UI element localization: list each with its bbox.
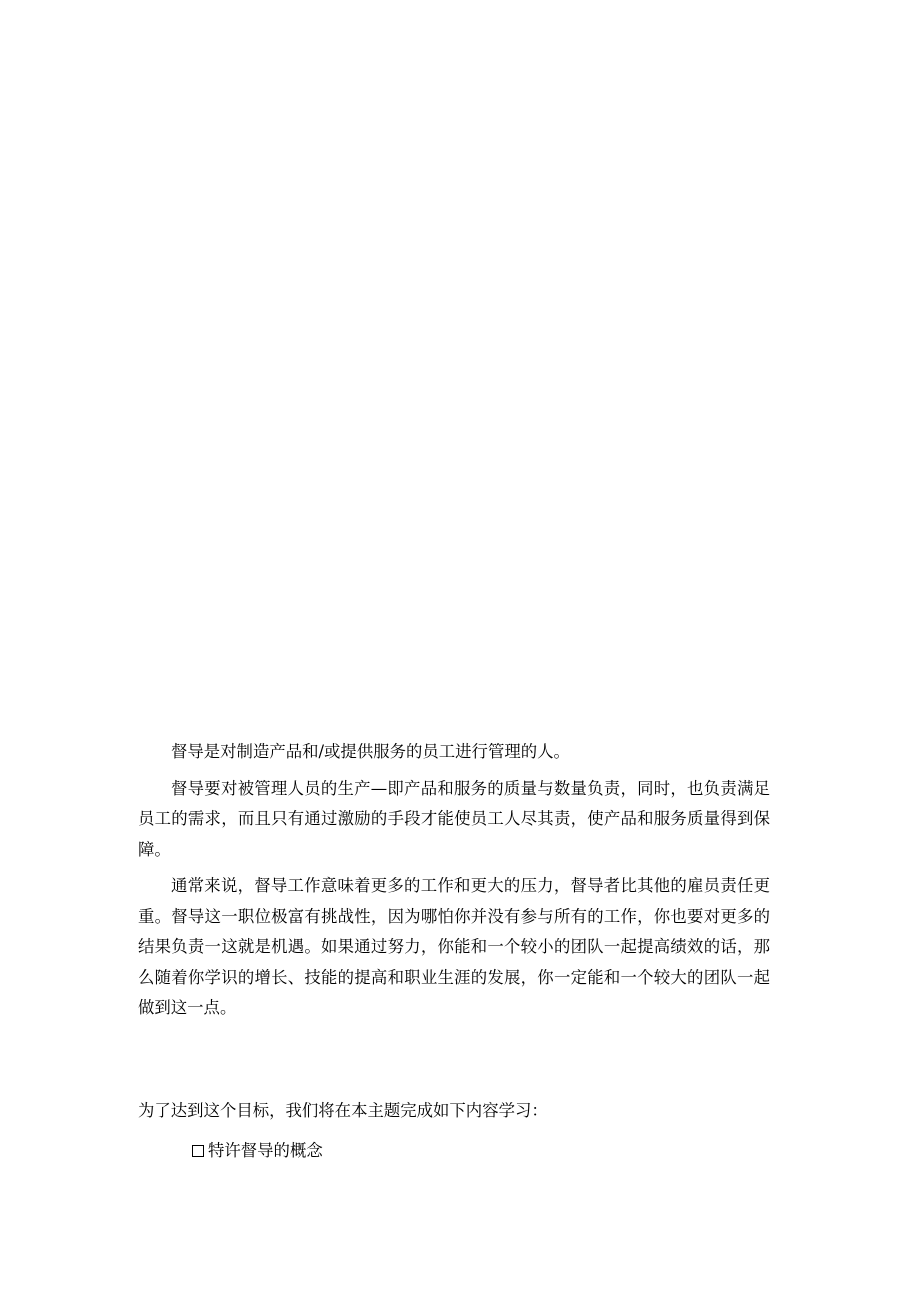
intro-sentence: 为了达到这个目标，我们将在本主题完成如下内容学习：: [138, 1101, 548, 1120]
paragraph-challenge: 通常来说，督导工作意味着更多的工作和更大的压力，督导者比其他的雇员责任更重。督导这一职位极富有挑战性，因为哪怕你并没有参与所有的工作，你也要对更多的结果负责一这就是机遇。如果通过努力，你能和一个较小的团队一起提高绩效的话，那么随着你学识的增长、技能的提高和职业生涯的发展，你一定能和一个较大的团队一起做到这一点。: [138, 876, 770, 1017]
body-text: [138, 737, 770, 1024]
paragraph-responsibility: 督导要对被管理人员的生产—即产品和服务的质量与数量负责，同时，也负责满足员工的需求，而且只有通过激励的手段才能使员工人尽其责，使产品和服务质量得到保障。: [138, 778, 770, 859]
paragraph-definition: 督导是对制造产品和/或提供服务的员工进行管理的人。: [171, 742, 570, 761]
checkbox-bullet-icon: [192, 1145, 204, 1157]
list-item: [192, 1136, 323, 1166]
list-item-label: 特许督导的概念: [208, 1141, 323, 1160]
